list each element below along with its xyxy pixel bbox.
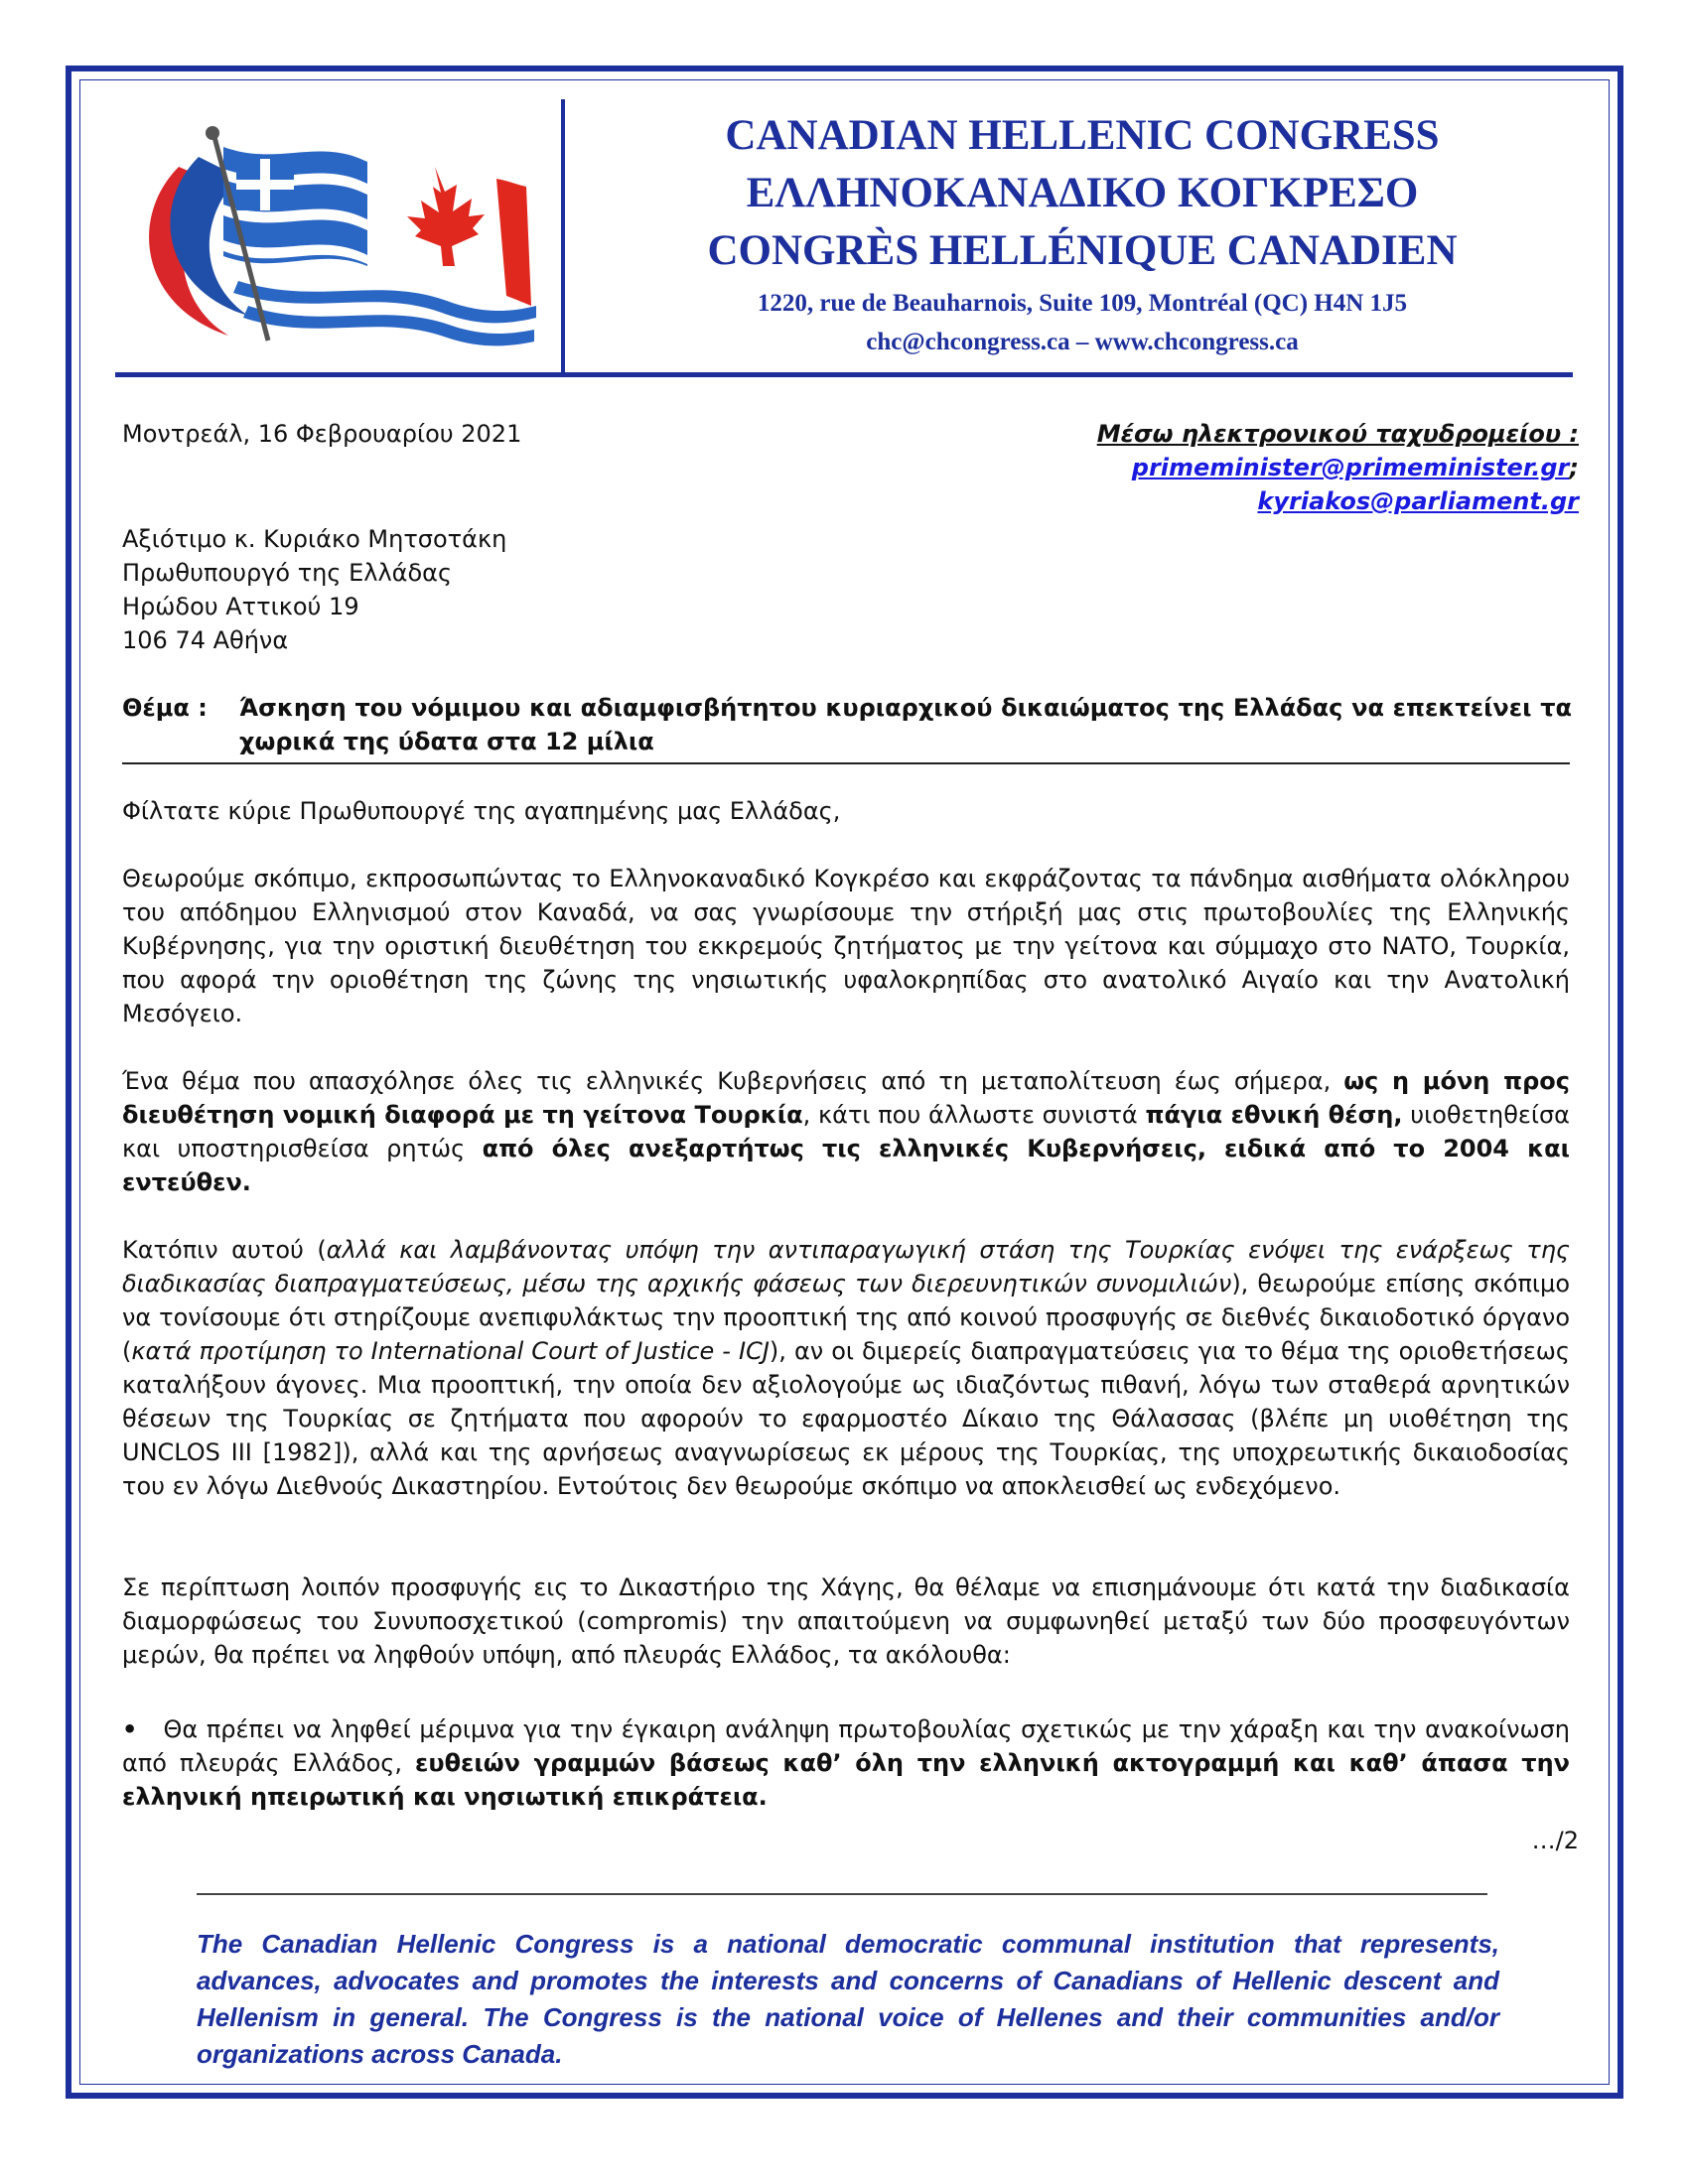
org-name-fr: CONGRÈS HELLÉNIQUE CANADIEN — [707, 227, 1458, 274]
bullet-bold: ευθειών γραμμών βάσεως καθ’ όλη την ελληνική ακτογραμμή και καθ’ άπασα την ελληνική ηπειρωτική και νησιωτική επικράτεια. — [122, 1749, 1571, 1811]
org-name-en: CANADIAN HELLENIC CONGRESS — [725, 112, 1440, 159]
email-link-kyriakos[interactable]: kyriakos@parliament.gr — [1257, 487, 1579, 515]
recipient-line: Πρωθυπουργό της Ελλάδας — [122, 559, 453, 587]
email-separator: ; — [1569, 454, 1579, 481]
org-address: 1220, rue de Beauharnois, Suite 109, Montréal (QC) H4N 1J5 — [757, 290, 1408, 317]
bullet-dot: • — [122, 1715, 138, 1743]
paragraph-2 — [122, 1064, 1570, 1199]
p3-text: ), αν οι διμερείς διαπραγματεύσεις για το θέμα της οριοθετήσεως καταλήξουν άγονες. Μια προοπτική, την οποία δεν αξιολογούμε ως ιδιαζόντως πιθανή, λόγω των σταθερά αρνητικών θέσεων της Τουρκίας σε ζητήματα που αφορούν το εφαρμοστέο Δίκαιο της Θάλασσας (βλέπε μη υιοθέτηση της UNCLOS III [1982]), αλλά και της αρνήσεως αναγνωρίσεως εκ μέρους της Τουρκίας, της υποχρεωτικής δικαιοδοσίας του εν λόγω Διεθνούς Δικαστηρίου. Εντούτοις δεν θεωρούμε σκόπιμο να αποκλεισθεί ως ενδεχόμενο. — [122, 1337, 1570, 1500]
letter-date: Μοντρεάλ, 16 Φεβρουαρίου 2021 — [122, 420, 522, 448]
p3-italic: αλλά και λαμβάνοντας υπόψη την αντιπαραγωγική στάση της Τουρκίας ενόψει της ενάρξεως της διαδικασίας διαπραγματεύσεως, μέσω της αρχικής φάσεως των διερευνητικών συνομιλιών — [122, 1236, 1571, 1297]
p3-text: Κατόπιν αυτού ( — [122, 1236, 327, 1264]
paragraph-3 — [122, 1233, 1570, 1503]
paragraph-4: Σε περίπτωση λοιπόν προσφυγής εις το Δικαστήριο της Χάγης, θα θέλαμε να επισημάνουμε ότι κατά την διαδικασία διαμορφώσεως του Συνυποσχετικού (compromis) την απαιτούμενη να συμφωνηθεί μεταξύ των δύο προσφευγόντων μερών, θα πρέπει να ληφθούν υπόψη, από πλευράς Ελλάδος, τα ακόλουθα: — [122, 1573, 1570, 1669]
delivery-block — [1097, 417, 1579, 518]
p3-text: ), θεωρούμε επίσης σκόπιμο να τονίσουμε ότι στηρίζουμε ανεπιφυλάκτως την προοπτική της από κοινού προσφυγής σε διεθνές δικαιοδοτικό όργανο ( — [122, 1270, 1570, 1365]
footer-rule — [197, 1893, 1487, 1895]
bullet-text: Θα πρέπει να ληφθεί μέριμνα για την έγκαιρη ανάληψη πρωτοβουλίας σχετικώς με την χάραξη και την ανακοίνωση από πλευράς Ελλάδος, — [122, 1715, 1571, 1777]
salutation: Φίλτατε κύριε Πρωθυπουργέ της αγαπημένης μας Ελλάδας, — [122, 797, 841, 825]
subject-rule — [122, 762, 1570, 764]
recipient-address — [122, 522, 506, 657]
bullet-item — [122, 1712, 1570, 1814]
p2-text: υιοθετηθείσα και υποστηρισθείσα ρητώς — [122, 1101, 1571, 1162]
recipient-line: Ηρώδου Αττικού 19 — [122, 593, 359, 620]
page-continuation: …/2 — [1531, 1827, 1579, 1854]
chc-flag-logo — [119, 107, 546, 365]
org-contact: chc@chcongress.ca – www.chcongress.ca — [866, 329, 1299, 355]
p2-bold: ως η μόνη προς διευθέτηση νομική διαφορά με τη γείτονα Τουρκία — [122, 1067, 1570, 1129]
p2-text: , κάτι που άλλωστε συνιστά — [802, 1101, 1146, 1129]
recipient-line: 106 74 Αθήνα — [122, 626, 289, 654]
header-vertical-rule — [561, 99, 565, 375]
p2-text: Ένα θέμα που απασχόλησε όλες τις ελληνικές Κυβερνήσεις από τη μεταπολίτευση έως σήμερα, — [122, 1067, 1344, 1095]
delivery-label: Μέσω ηλεκτρονικού ταχυδρομείου : — [1096, 420, 1579, 448]
email-link-primeminister[interactable]: primeminister@primeminister.gr — [1131, 454, 1570, 481]
recipient-line: Αξιότιμο κ. Κυριάκο Μητσοτάκη — [122, 525, 507, 553]
header-horizontal-rule — [115, 372, 1573, 377]
p2-bold: πάγια εθνική θέση, — [1145, 1101, 1403, 1129]
paragraph-1: Θεωρούμε σκόπιμο, εκπροσωπώντας το Ελληνοκαναδικό Κογκρέσο και εκφράζοντας τα πάνδημα αισθήματα ολόκληρου του απόδημου Ελληνισμού στον Καναδά, να σας γνωρίσουμε την στήριξή μας στις πρωτοβουλίες της Ελληνικής Κυβέρνησης, για την οριστική διευθέτηση του εκκρεμούς ζητήματος με την γείτονα και σύμμαχο στο ΝΑΤΟ, Τουρκία, που αφορά την οριοθέτηση της ζώνης της νησιωτικής υφαλοκρηπίδας στο ανατολικό Αιγαίο και την Ανατολική Μεσόγειο. — [122, 865, 1570, 1027]
org-name-gr: ΕΛΛΗΝΟΚΑΝΑΔΙΚΟ ΚΟΓΚΡΕΣΟ — [746, 170, 1419, 216]
p2-bold: από όλες ανεξαρτήτως τις ελληνικές Κυβερνήσεις, ειδικά από το 2004 και εντεύθεν. — [122, 1135, 1570, 1196]
p3-italic: κατά προτίμηση το International Court of Justice - ICJ — [131, 1337, 770, 1365]
subject-text: Άσκηση του νόμιμου και αδιαμφισβήτητου κυριαρχικού δικαιώματος της Ελλάδας να επεκτείνει τα χωρικά της ύδατα στα 12 μίλια — [239, 694, 1572, 755]
subject-label: Θέμα : — [122, 694, 208, 722]
footer-mission: The Canadian Hellenic Congress is a national democratic communal institution that represents, advances, advocates and promotes the interests and concerns of Canadians of Hellenic descent and Hellenism in general. The Congress is the national voice of Hellenes and their communities and/or organizations across Canada. — [197, 1929, 1499, 2069]
